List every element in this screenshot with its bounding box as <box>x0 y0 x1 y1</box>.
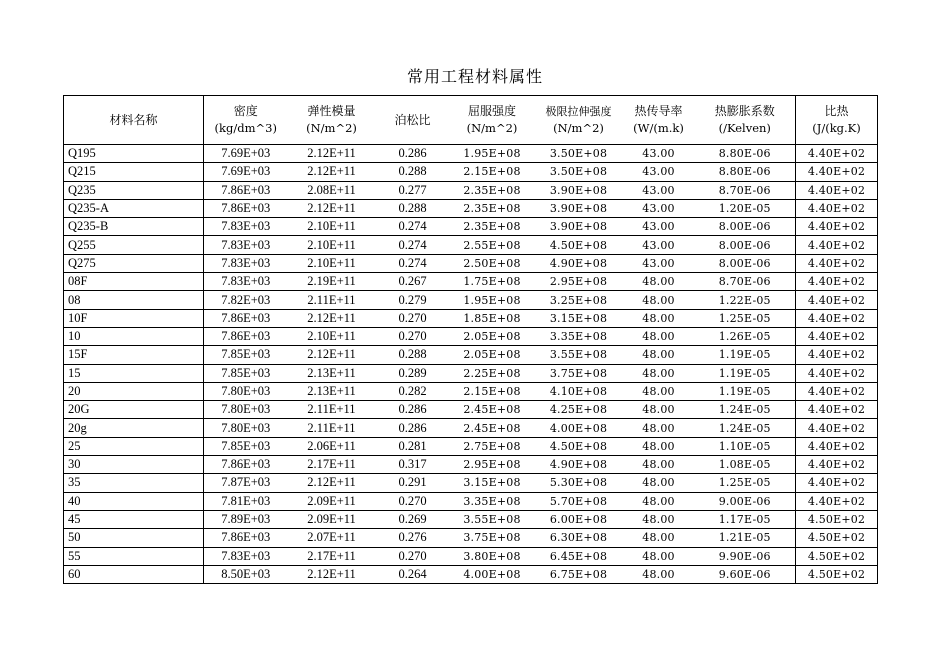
cell-thermal-conductivity: 43.00 <box>623 199 695 217</box>
cell-poisson-ratio: 0.270 <box>376 492 450 510</box>
cell-tensile-strength: 4.25E+08 <box>535 401 623 419</box>
cell-material: 40 <box>64 492 204 510</box>
cell-tensile-strength: 6.00E+08 <box>535 510 623 528</box>
cell-density: 7.83E+03 <box>204 218 288 236</box>
table-row <box>64 492 878 510</box>
cell-elastic-modulus: 2.10E+11 <box>288 254 376 272</box>
cell-elastic-modulus: 2.11E+11 <box>288 401 376 419</box>
cell-specific-heat: 4.40E+02 <box>796 456 878 474</box>
cell-thermal-expansion: 1.24E-05 <box>695 419 796 437</box>
cell-yield-strength: 2.25E+08 <box>450 364 535 382</box>
cell-density: 7.86E+03 <box>204 181 288 199</box>
cell-thermal-conductivity: 48.00 <box>623 401 695 419</box>
cell-yield-strength: 2.35E+08 <box>450 199 535 217</box>
cell-tensile-strength: 3.75E+08 <box>535 364 623 382</box>
table-row <box>64 510 878 528</box>
cell-elastic-modulus: 2.12E+11 <box>288 145 376 163</box>
table-row <box>64 254 878 272</box>
cell-poisson-ratio: 0.281 <box>376 437 450 455</box>
cell-specific-heat: 4.50E+02 <box>796 529 878 547</box>
table-row <box>64 474 878 492</box>
table-body <box>64 145 878 584</box>
cell-tensile-strength: 4.50E+08 <box>535 437 623 455</box>
cell-thermal-expansion: 8.00E-06 <box>695 236 796 254</box>
cell-yield-strength: 2.75E+08 <box>450 437 535 455</box>
cell-yield-strength: 2.55E+08 <box>450 236 535 254</box>
cell-thermal-expansion: 8.80E-06 <box>695 163 796 181</box>
header-elastic-modulus: 弹性模量 (N/m^2) <box>288 96 376 145</box>
cell-thermal-expansion: 1.24E-05 <box>695 401 796 419</box>
cell-thermal-conductivity: 48.00 <box>623 419 695 437</box>
cell-poisson-ratio: 0.270 <box>376 309 450 327</box>
cell-poisson-ratio: 0.274 <box>376 254 450 272</box>
cell-density: 8.50E+03 <box>204 565 288 583</box>
table-row <box>64 419 878 437</box>
cell-poisson-ratio: 0.274 <box>376 236 450 254</box>
table-row <box>64 327 878 345</box>
cell-material: Q235 <box>64 181 204 199</box>
cell-specific-heat: 4.40E+02 <box>796 364 878 382</box>
cell-poisson-ratio: 0.267 <box>376 273 450 291</box>
cell-density: 7.83E+03 <box>204 547 288 565</box>
cell-thermal-conductivity: 48.00 <box>623 547 695 565</box>
cell-yield-strength: 2.45E+08 <box>450 419 535 437</box>
cell-density: 7.86E+03 <box>204 199 288 217</box>
cell-density: 7.87E+03 <box>204 474 288 492</box>
cell-thermal-conductivity: 48.00 <box>623 510 695 528</box>
cell-thermal-conductivity: 48.00 <box>623 492 695 510</box>
cell-tensile-strength: 6.30E+08 <box>535 529 623 547</box>
table-row <box>64 529 878 547</box>
cell-tensile-strength: 3.90E+08 <box>535 218 623 236</box>
cell-poisson-ratio: 0.274 <box>376 218 450 236</box>
cell-density: 7.80E+03 <box>204 382 288 400</box>
table-row <box>64 199 878 217</box>
cell-poisson-ratio: 0.269 <box>376 510 450 528</box>
header-tensile-strength: 极限拉伸强度 (N/m^2) <box>535 96 623 145</box>
cell-material: Q215 <box>64 163 204 181</box>
cell-density: 7.86E+03 <box>204 309 288 327</box>
cell-thermal-conductivity: 48.00 <box>623 529 695 547</box>
cell-material: Q235-B <box>64 218 204 236</box>
cell-density: 7.80E+03 <box>204 419 288 437</box>
cell-thermal-expansion: 1.22E-05 <box>695 291 796 309</box>
cell-thermal-expansion: 9.60E-06 <box>695 565 796 583</box>
cell-specific-heat: 4.50E+02 <box>796 510 878 528</box>
table-row <box>64 437 878 455</box>
cell-poisson-ratio: 0.288 <box>376 163 450 181</box>
table-row <box>64 547 878 565</box>
cell-density: 7.82E+03 <box>204 291 288 309</box>
cell-yield-strength: 2.50E+08 <box>450 254 535 272</box>
cell-yield-strength: 2.05E+08 <box>450 327 535 345</box>
cell-yield-strength: 3.80E+08 <box>450 547 535 565</box>
cell-elastic-modulus: 2.17E+11 <box>288 547 376 565</box>
table-row <box>64 401 878 419</box>
cell-material: 25 <box>64 437 204 455</box>
cell-density: 7.81E+03 <box>204 492 288 510</box>
cell-material: 35 <box>64 474 204 492</box>
cell-elastic-modulus: 2.07E+11 <box>288 529 376 547</box>
cell-material: Q195 <box>64 145 204 163</box>
cell-density: 7.83E+03 <box>204 236 288 254</box>
cell-yield-strength: 2.35E+08 <box>450 181 535 199</box>
cell-thermal-conductivity: 48.00 <box>623 382 695 400</box>
cell-specific-heat: 4.40E+02 <box>796 218 878 236</box>
cell-thermal-expansion: 8.80E-06 <box>695 145 796 163</box>
cell-thermal-conductivity: 48.00 <box>623 309 695 327</box>
cell-thermal-conductivity: 43.00 <box>623 145 695 163</box>
cell-yield-strength: 2.95E+08 <box>450 456 535 474</box>
cell-tensile-strength: 3.35E+08 <box>535 327 623 345</box>
cell-thermal-conductivity: 48.00 <box>623 437 695 455</box>
cell-tensile-strength: 3.50E+08 <box>535 163 623 181</box>
cell-tensile-strength: 3.25E+08 <box>535 291 623 309</box>
cell-poisson-ratio: 0.270 <box>376 327 450 345</box>
cell-tensile-strength: 4.90E+08 <box>535 456 623 474</box>
header-thermal-expansion: 热膨胀系数 (/Kelven) <box>695 96 796 145</box>
cell-material: 30 <box>64 456 204 474</box>
cell-thermal-expansion: 8.70E-06 <box>695 181 796 199</box>
cell-poisson-ratio: 0.288 <box>376 346 450 364</box>
cell-density: 7.86E+03 <box>204 529 288 547</box>
cell-thermal-conductivity: 43.00 <box>623 218 695 236</box>
cell-specific-heat: 4.40E+02 <box>796 163 878 181</box>
cell-elastic-modulus: 2.12E+11 <box>288 163 376 181</box>
header-yield-strength: 屈服强度 (N/m^2) <box>450 96 535 145</box>
table-row <box>64 181 878 199</box>
cell-thermal-conductivity: 48.00 <box>623 346 695 364</box>
table-row <box>64 218 878 236</box>
cell-yield-strength: 3.55E+08 <box>450 510 535 528</box>
cell-specific-heat: 4.40E+02 <box>796 291 878 309</box>
cell-elastic-modulus: 2.08E+11 <box>288 181 376 199</box>
cell-yield-strength: 2.15E+08 <box>450 163 535 181</box>
table-row <box>64 364 878 382</box>
cell-thermal-expansion: 9.90E-06 <box>695 547 796 565</box>
cell-specific-heat: 4.40E+02 <box>796 273 878 291</box>
cell-specific-heat: 4.40E+02 <box>796 309 878 327</box>
cell-tensile-strength: 5.30E+08 <box>535 474 623 492</box>
page-title: 常用工程材料属性 <box>406 67 543 86</box>
cell-tensile-strength: 3.55E+08 <box>535 346 623 364</box>
cell-specific-heat: 4.40E+02 <box>796 401 878 419</box>
cell-specific-heat: 4.40E+02 <box>796 474 878 492</box>
cell-density: 7.85E+03 <box>204 437 288 455</box>
cell-thermal-expansion: 1.19E-05 <box>695 364 796 382</box>
cell-yield-strength: 1.75E+08 <box>450 273 535 291</box>
cell-specific-heat: 4.40E+02 <box>796 382 878 400</box>
cell-poisson-ratio: 0.291 <box>376 474 450 492</box>
cell-poisson-ratio: 0.276 <box>376 529 450 547</box>
cell-material: 50 <box>64 529 204 547</box>
cell-yield-strength: 3.15E+08 <box>450 474 535 492</box>
cell-material: Q255 <box>64 236 204 254</box>
cell-thermal-conductivity: 43.00 <box>623 181 695 199</box>
cell-tensile-strength: 4.00E+08 <box>535 419 623 437</box>
cell-poisson-ratio: 0.286 <box>376 145 450 163</box>
cell-material: 60 <box>64 565 204 583</box>
cell-elastic-modulus: 2.12E+11 <box>288 346 376 364</box>
cell-poisson-ratio: 0.277 <box>376 181 450 199</box>
cell-elastic-modulus: 2.10E+11 <box>288 236 376 254</box>
cell-density: 7.83E+03 <box>204 273 288 291</box>
cell-tensile-strength: 4.50E+08 <box>535 236 623 254</box>
cell-yield-strength: 1.95E+08 <box>450 145 535 163</box>
cell-thermal-expansion: 1.21E-05 <box>695 529 796 547</box>
cell-specific-heat: 4.50E+02 <box>796 565 878 583</box>
cell-thermal-conductivity: 43.00 <box>623 163 695 181</box>
cell-density: 7.80E+03 <box>204 401 288 419</box>
cell-material: 20g <box>64 419 204 437</box>
cell-density: 7.85E+03 <box>204 364 288 382</box>
cell-specific-heat: 4.40E+02 <box>796 145 878 163</box>
cell-thermal-conductivity: 48.00 <box>623 364 695 382</box>
cell-elastic-modulus: 2.12E+11 <box>288 309 376 327</box>
cell-tensile-strength: 6.75E+08 <box>535 565 623 583</box>
cell-elastic-modulus: 2.10E+11 <box>288 218 376 236</box>
cell-thermal-expansion: 1.08E-05 <box>695 456 796 474</box>
cell-yield-strength: 2.35E+08 <box>450 218 535 236</box>
table-row <box>64 565 878 583</box>
header-thermal-conductivity: 热传导率 (W/(m.k) <box>623 96 695 145</box>
cell-thermal-expansion: 1.25E-05 <box>695 474 796 492</box>
cell-poisson-ratio: 0.286 <box>376 401 450 419</box>
cell-thermal-expansion: 1.17E-05 <box>695 510 796 528</box>
cell-specific-heat: 4.40E+02 <box>796 437 878 455</box>
header-poisson-ratio: 泊松比 <box>376 96 450 145</box>
cell-thermal-expansion: 8.00E-06 <box>695 254 796 272</box>
cell-specific-heat: 4.40E+02 <box>796 327 878 345</box>
cell-specific-heat: 4.40E+02 <box>796 492 878 510</box>
cell-specific-heat: 4.40E+02 <box>796 254 878 272</box>
cell-elastic-modulus: 2.19E+11 <box>288 273 376 291</box>
cell-poisson-ratio: 0.282 <box>376 382 450 400</box>
cell-tensile-strength: 3.90E+08 <box>535 199 623 217</box>
header-row <box>64 96 878 145</box>
cell-poisson-ratio: 0.286 <box>376 419 450 437</box>
table-row <box>64 145 878 163</box>
table-row <box>64 273 878 291</box>
cell-specific-heat: 4.40E+02 <box>796 346 878 364</box>
cell-elastic-modulus: 2.10E+11 <box>288 327 376 345</box>
cell-material: 10F <box>64 309 204 327</box>
cell-specific-heat: 4.40E+02 <box>796 236 878 254</box>
header-specific-heat: 比热 (J/(kg.K) <box>796 96 878 145</box>
cell-poisson-ratio: 0.264 <box>376 565 450 583</box>
cell-thermal-expansion: 1.19E-05 <box>695 382 796 400</box>
cell-elastic-modulus: 2.09E+11 <box>288 492 376 510</box>
cell-material: Q275 <box>64 254 204 272</box>
table-row <box>64 291 878 309</box>
header-density: 密度 (kg/dm^3) <box>204 96 288 145</box>
cell-thermal-expansion: 1.25E-05 <box>695 309 796 327</box>
cell-yield-strength: 3.35E+08 <box>450 492 535 510</box>
cell-tensile-strength: 3.50E+08 <box>535 145 623 163</box>
cell-elastic-modulus: 2.13E+11 <box>288 382 376 400</box>
cell-thermal-conductivity: 43.00 <box>623 254 695 272</box>
cell-elastic-modulus: 2.11E+11 <box>288 419 376 437</box>
cell-tensile-strength: 3.15E+08 <box>535 309 623 327</box>
cell-thermal-expansion: 8.00E-06 <box>695 218 796 236</box>
cell-yield-strength: 2.45E+08 <box>450 401 535 419</box>
cell-elastic-modulus: 2.09E+11 <box>288 510 376 528</box>
cell-yield-strength: 1.85E+08 <box>450 309 535 327</box>
cell-yield-strength: 4.00E+08 <box>450 565 535 583</box>
cell-poisson-ratio: 0.317 <box>376 456 450 474</box>
cell-material: 55 <box>64 547 204 565</box>
cell-thermal-expansion: 9.00E-06 <box>695 492 796 510</box>
cell-tensile-strength: 5.70E+08 <box>535 492 623 510</box>
cell-thermal-conductivity: 43.00 <box>623 236 695 254</box>
cell-thermal-expansion: 1.19E-05 <box>695 346 796 364</box>
cell-tensile-strength: 4.10E+08 <box>535 382 623 400</box>
table-row <box>64 309 878 327</box>
cell-yield-strength: 1.95E+08 <box>450 291 535 309</box>
table-row <box>64 163 878 181</box>
cell-elastic-modulus: 2.12E+11 <box>288 565 376 583</box>
cell-thermal-conductivity: 48.00 <box>623 456 695 474</box>
cell-tensile-strength: 3.90E+08 <box>535 181 623 199</box>
cell-yield-strength: 3.75E+08 <box>450 529 535 547</box>
cell-elastic-modulus: 2.11E+11 <box>288 291 376 309</box>
cell-thermal-expansion: 1.20E-05 <box>695 199 796 217</box>
cell-density: 7.69E+03 <box>204 145 288 163</box>
cell-poisson-ratio: 0.279 <box>376 291 450 309</box>
cell-tensile-strength: 2.95E+08 <box>535 273 623 291</box>
cell-thermal-conductivity: 48.00 <box>623 291 695 309</box>
header-material-name: 材料名称 <box>64 96 204 145</box>
cell-yield-strength: 2.15E+08 <box>450 382 535 400</box>
cell-poisson-ratio: 0.270 <box>376 547 450 565</box>
cell-elastic-modulus: 2.17E+11 <box>288 456 376 474</box>
cell-density: 7.86E+03 <box>204 327 288 345</box>
cell-material: 08 <box>64 291 204 309</box>
cell-specific-heat: 4.40E+02 <box>796 199 878 217</box>
table-row <box>64 456 878 474</box>
materials-table <box>63 95 878 584</box>
cell-material: 20 <box>64 382 204 400</box>
cell-yield-strength: 2.05E+08 <box>450 346 535 364</box>
cell-elastic-modulus: 2.12E+11 <box>288 199 376 217</box>
cell-density: 7.83E+03 <box>204 254 288 272</box>
cell-thermal-conductivity: 48.00 <box>623 327 695 345</box>
cell-material: 08F <box>64 273 204 291</box>
cell-thermal-conductivity: 48.00 <box>623 273 695 291</box>
cell-density: 7.85E+03 <box>204 346 288 364</box>
cell-density: 7.89E+03 <box>204 510 288 528</box>
cell-specific-heat: 4.50E+02 <box>796 547 878 565</box>
cell-thermal-conductivity: 48.00 <box>623 474 695 492</box>
cell-thermal-expansion: 8.70E-06 <box>695 273 796 291</box>
cell-thermal-conductivity: 48.00 <box>623 565 695 583</box>
cell-specific-heat: 4.40E+02 <box>796 419 878 437</box>
cell-poisson-ratio: 0.288 <box>376 199 450 217</box>
table-row <box>64 346 878 364</box>
cell-specific-heat: 4.40E+02 <box>796 181 878 199</box>
cell-elastic-modulus: 2.12E+11 <box>288 474 376 492</box>
table-row <box>64 236 878 254</box>
cell-tensile-strength: 6.45E+08 <box>535 547 623 565</box>
cell-density: 7.86E+03 <box>204 456 288 474</box>
cell-material: 45 <box>64 510 204 528</box>
cell-material: Q235-A <box>64 199 204 217</box>
cell-material: 15 <box>64 364 204 382</box>
cell-thermal-expansion: 1.10E-05 <box>695 437 796 455</box>
cell-density: 7.69E+03 <box>204 163 288 181</box>
cell-material: 20G <box>64 401 204 419</box>
cell-elastic-modulus: 2.06E+11 <box>288 437 376 455</box>
cell-tensile-strength: 4.90E+08 <box>535 254 623 272</box>
cell-poisson-ratio: 0.289 <box>376 364 450 382</box>
table-row <box>64 382 878 400</box>
cell-elastic-modulus: 2.13E+11 <box>288 364 376 382</box>
cell-material: 15F <box>64 346 204 364</box>
cell-material: 10 <box>64 327 204 345</box>
cell-thermal-expansion: 1.26E-05 <box>695 327 796 345</box>
